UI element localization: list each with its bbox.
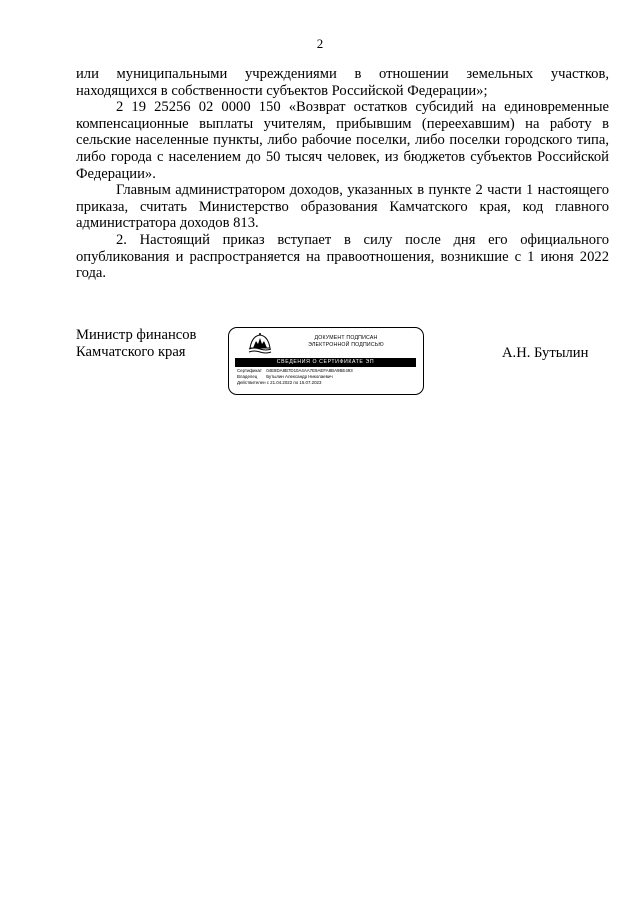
coat-of-arms-emblem-icon xyxy=(247,332,273,356)
stamp-validity-row: Действителен с 21.04.2022 по 15.07.2023 xyxy=(237,380,322,385)
paragraph-entry-into-force: 2. Настоящий приказ вступает в силу после дня его официального опубликования и распространяется на правоотношения, возникшие с 1 июня 2022 года. xyxy=(76,231,609,282)
paragraph-continuation: или муниципальными учреждениями в отношении земельных участков, находящихся в собственности субъектов Российской Федерации»; xyxy=(76,66,609,99)
paragraph-code-2-19-25256: 2 19 25256 02 0000 150 «Возврат остатков субсидий на единовременные компенсационные выплаты учителям, прибывшим (переехавшим) на работу в сельские населенные пункты, либо рабочие поселки, либо поселки городского типа, либо города с населением до 50 тысяч человек, из бюджетов субъектов Российской Федерации». xyxy=(76,99,609,182)
stamp-header-line1: ДОКУМЕНТ ПОДПИСАН xyxy=(314,335,378,341)
signatory-position xyxy=(76,327,196,361)
stamp-owner-value: Бутылин Александр Николаевич xyxy=(266,374,333,379)
stamp-header xyxy=(281,335,411,349)
document-body xyxy=(76,66,609,282)
electronic-signature-stamp xyxy=(228,327,424,395)
stamp-certificate-value: 04E8DA8B7D10A4AA7E9AEFA8BA9BE493 xyxy=(266,368,353,373)
stamp-owner-label: Владелец xyxy=(237,374,258,379)
stamp-certificate-bar: СВЕДЕНИЯ О СЕРТИФИКАТЕ ЭП xyxy=(235,358,416,367)
signatory-position-line1: Министр финансов xyxy=(76,327,197,343)
signatory-position-line2: Камчатского края xyxy=(76,344,186,360)
paragraph-chief-administrator: Главным администратором доходов, указанных в пункте 2 части 1 настоящего приказа, считать Министерство образования Камчатского края, код главного администратора доходов 813. xyxy=(76,182,609,232)
stamp-certificate-label: Сертификат xyxy=(237,368,262,373)
page-number: 2 xyxy=(316,36,324,51)
stamp-header-line2: ЭЛЕКТРОННОЙ ПОДПИСЬЮ xyxy=(308,342,384,348)
signatory-name: А.Н. Бутылин xyxy=(502,345,589,361)
